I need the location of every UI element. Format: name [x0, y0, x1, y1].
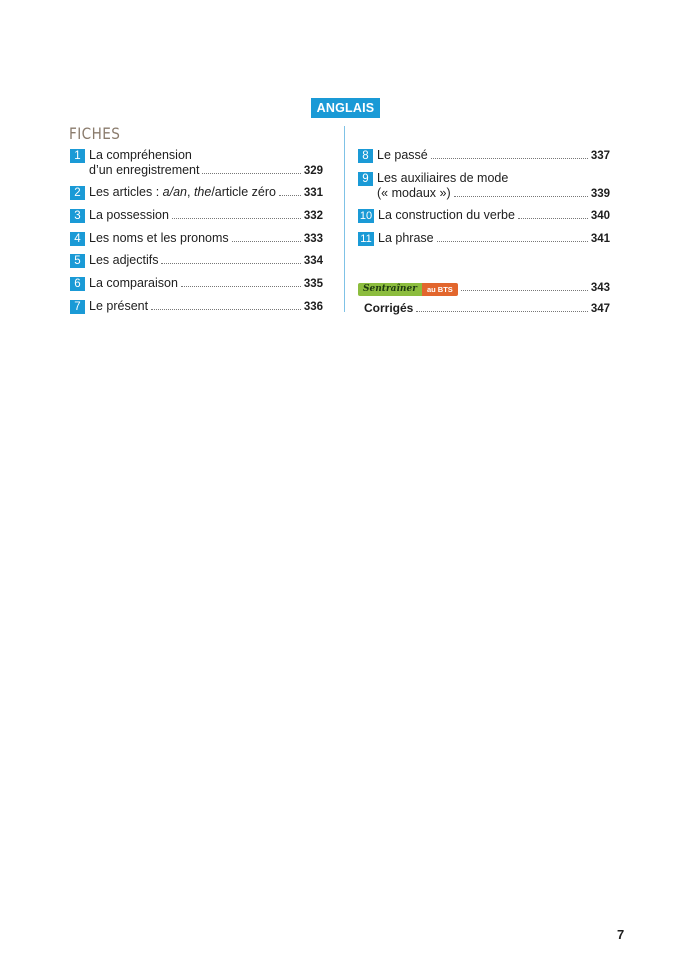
entry-label-line2: (« modaux ») — [377, 186, 451, 200]
entry-number-badge: 3 — [70, 209, 85, 223]
entry-page: 331 — [303, 187, 323, 199]
dot-leader — [416, 311, 587, 312]
entry-number-badge: 11 — [358, 232, 374, 246]
toc-entry-11[interactable] — [358, 231, 610, 247]
column-divider — [344, 126, 345, 312]
entry-number-badge: 6 — [70, 277, 85, 291]
entry-label: La compréhension — [89, 148, 192, 162]
entry-number-badge: 9 — [358, 172, 373, 186]
dot-leader — [161, 263, 300, 264]
dot-leader — [454, 196, 588, 197]
fiches-heading: FICHES — [69, 124, 121, 143]
toc-entry-3[interactable] — [70, 208, 323, 224]
corriges-label: Corrigés — [364, 301, 414, 315]
dot-leader — [518, 218, 588, 219]
toc-entry-2[interactable] — [70, 185, 323, 201]
entry-label: La comparaison — [89, 276, 178, 290]
entry-page: 335 — [303, 278, 323, 290]
entry-label: Les auxiliaires de mode — [377, 171, 509, 185]
dot-leader — [461, 290, 588, 291]
entry-number-badge: 10 — [359, 210, 373, 222]
dot-leader — [279, 195, 301, 196]
toc-entry-6[interactable] — [70, 276, 323, 292]
entry-number-badge: 8 — [358, 149, 373, 163]
dot-leader — [172, 218, 301, 219]
entry-number-badge: 2 — [70, 186, 85, 200]
toc-entry-5[interactable] — [70, 253, 323, 269]
entry-number-badge: 5 — [70, 254, 85, 268]
entry-label: La construction du verbe — [378, 208, 515, 222]
entry-label: Les noms et les pronoms — [89, 231, 229, 245]
dot-leader — [181, 286, 301, 287]
entry-page: 347 — [590, 303, 610, 315]
entry-label: La phrase — [378, 231, 434, 245]
entry-page: 334 — [303, 255, 323, 267]
entry-page: 329 — [303, 165, 323, 177]
toc-entry-1[interactable] — [70, 148, 323, 179]
entry-page: 340 — [590, 210, 610, 222]
entry-page: 339 — [590, 188, 610, 200]
section-banner: ANGLAIS — [311, 98, 380, 118]
entry-page: 343 — [590, 282, 610, 294]
page-number: 7 — [617, 927, 625, 942]
dot-leader — [232, 241, 301, 242]
toc-entry-7[interactable] — [70, 299, 323, 315]
bts-badge-sub: au BTS — [422, 283, 458, 296]
bts-badge-main: Sentraîner — [358, 283, 422, 296]
entry-label: Les articles : a/an, the/article zéro — [89, 185, 276, 199]
entry-page: 332 — [303, 210, 323, 222]
entry-page: 337 — [590, 150, 610, 162]
entry-number-badge: 7 — [70, 300, 85, 314]
bts-badge — [358, 283, 458, 296]
entry-number-badge: 4 — [70, 232, 85, 246]
entry-label: La possession — [89, 208, 169, 222]
entry-page: 341 — [590, 233, 610, 245]
entry-number-badge: 1 — [70, 149, 85, 163]
toc-entry-8[interactable] — [358, 148, 610, 164]
entry-label: Les adjectifs — [89, 253, 159, 267]
dot-leader — [431, 158, 588, 159]
entry-label: Le passé — [377, 148, 428, 162]
dot-leader — [151, 309, 301, 310]
toc-entry-4[interactable] — [70, 231, 323, 247]
toc-entry-bts[interactable] — [358, 281, 610, 296]
dot-leader — [437, 241, 588, 242]
toc-entry-10[interactable] — [358, 208, 610, 224]
toc-entry-9[interactable] — [358, 171, 610, 202]
entry-label: Le présent — [89, 299, 149, 313]
entry-page: 333 — [303, 233, 323, 245]
entry-label-line2: d’un enregistrement — [89, 163, 200, 177]
entry-page: 336 — [303, 301, 323, 313]
toc-entry-corriges[interactable] — [364, 301, 610, 317]
dot-leader — [202, 173, 300, 174]
